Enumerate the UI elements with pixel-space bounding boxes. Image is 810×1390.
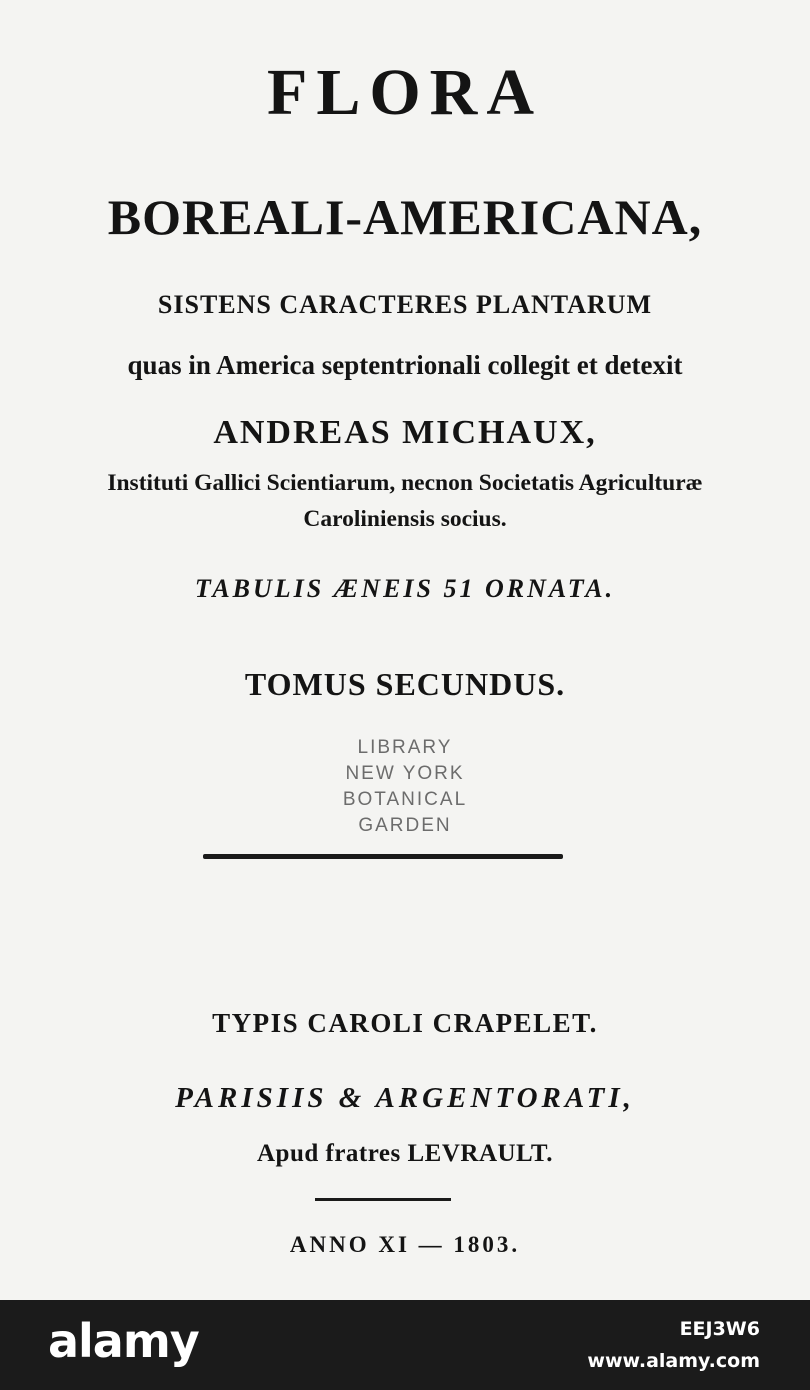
author-name: ANDREAS MICHAUX, xyxy=(213,414,597,451)
image-id: EEJ3W6 xyxy=(679,1318,760,1340)
description-line: quas in America septentrionali collegit et detexit xyxy=(127,350,683,380)
library-stamp xyxy=(0,735,810,839)
watermark-bar xyxy=(0,1300,810,1390)
book-subtitle: BOREALI-AMERICANA, xyxy=(107,189,703,245)
affiliation-line-1: Instituti Gallici Scientiarum, necnon Societatis Agriculturæ xyxy=(107,470,703,496)
volume-line: TOMUS SECUNDUS. xyxy=(244,666,566,702)
short-divider-rule xyxy=(315,1198,451,1201)
watermark-url: www.alamy.com xyxy=(587,1350,760,1372)
divider-rule xyxy=(203,854,563,859)
stamp-line: LIBRARY xyxy=(357,737,453,758)
alamy-logo: alamy xyxy=(48,1314,199,1368)
plates-line: TABULIS ÆNEIS 51 ORNATA. xyxy=(194,574,616,603)
stamp-line: GARDEN xyxy=(358,815,452,836)
place-line: PARISIIS & ARGENTORATI, xyxy=(175,1082,635,1114)
printer-line: TYPIS CAROLI CRAPELET. xyxy=(212,1008,598,1038)
date-line: ANNO XI — 1803. xyxy=(289,1232,521,1257)
caps-line: SISTENS CARACTERES PLANTARUM xyxy=(157,290,653,319)
publisher-line: Apud fratres LEVRAULT. xyxy=(257,1140,553,1167)
book-title: FLORA xyxy=(267,56,543,129)
stamp-line: BOTANICAL xyxy=(342,789,468,810)
affiliation-line-2: Caroliniensis socius. xyxy=(303,506,507,532)
stamp-line: NEW YORK xyxy=(345,763,465,784)
